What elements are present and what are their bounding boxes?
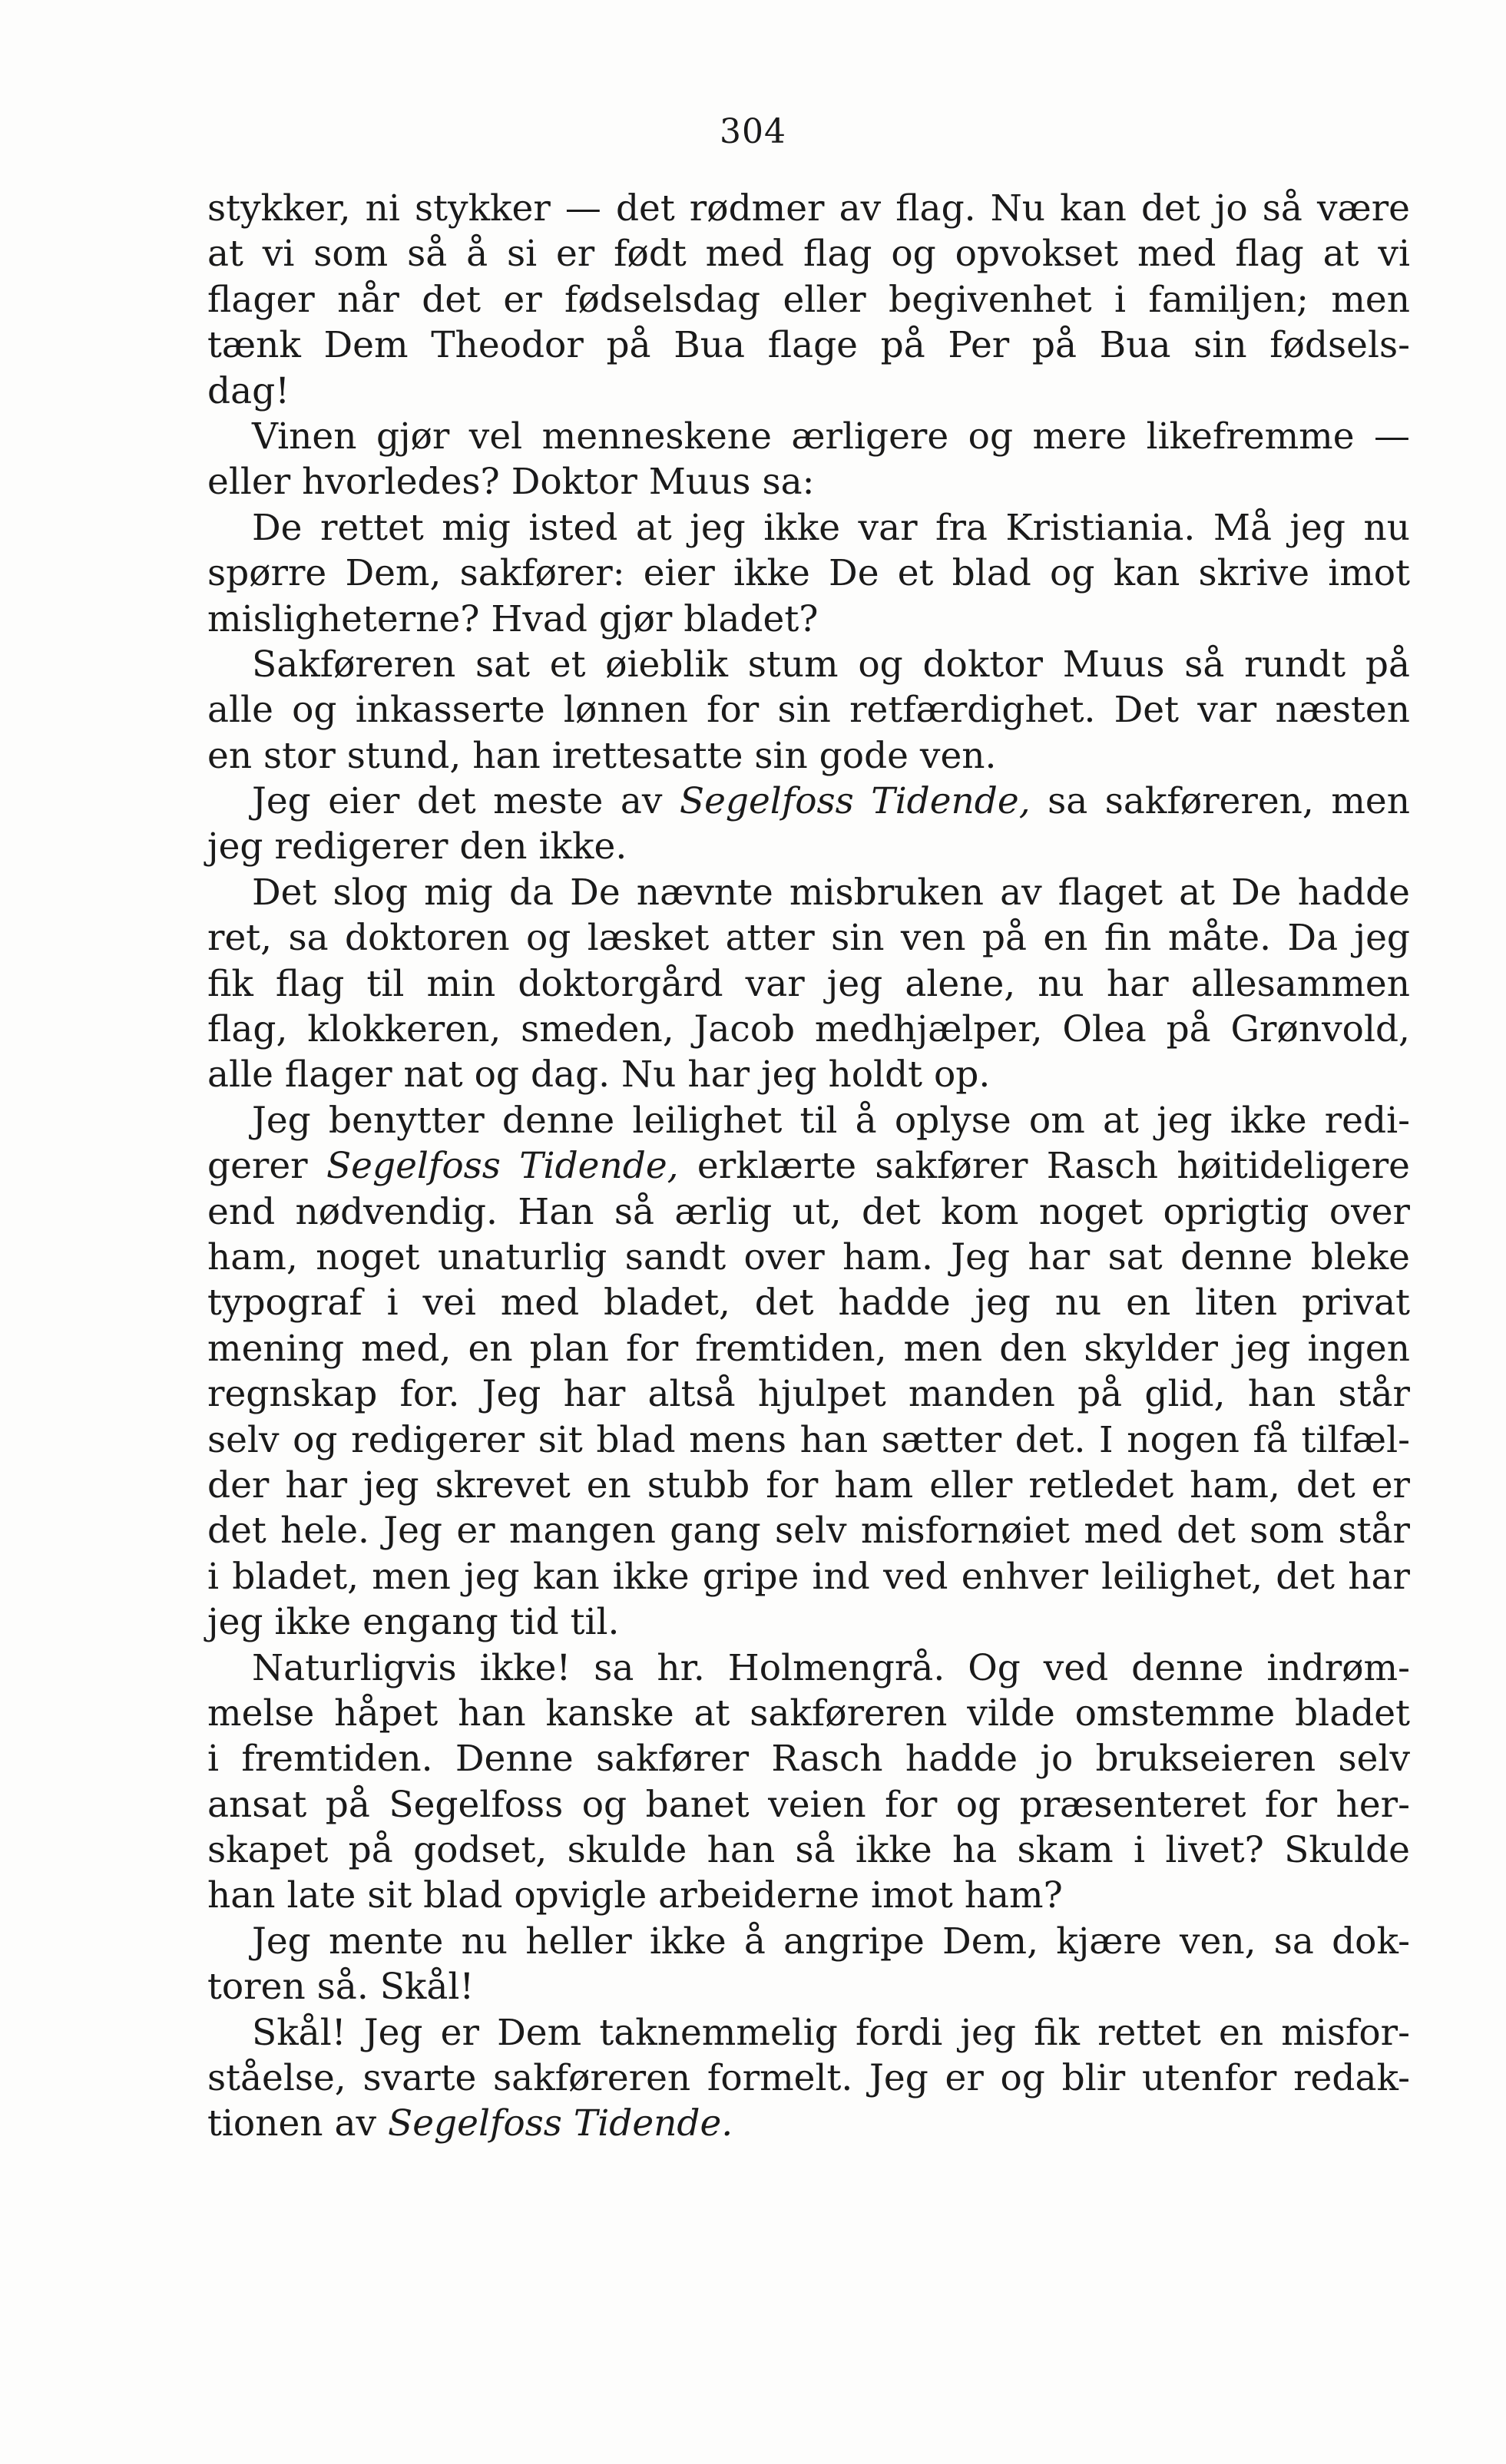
- text-segment: misligheterne? Hvad gjør bladet?: [207, 597, 819, 640]
- text-segment: det hele. Jeg er mangen gang selv misfornøiet med det som står: [207, 1510, 1410, 1553]
- text-line: [207, 1554, 1410, 1599]
- text-line: [207, 1463, 1410, 1508]
- text-segment: der har jeg skrevet en stubb for ham eller retledet ham, det er: [207, 1464, 1410, 1507]
- text-line: [207, 1052, 1410, 1097]
- text-segment: i fremtiden. Denne sakfører Rasch hadde jo brukseieren selv: [207, 1738, 1410, 1781]
- text-line: [207, 1736, 1410, 1781]
- text-line: [207, 551, 1410, 596]
- text-line: [207, 1964, 1410, 2009]
- text-segment: eller hvorledes? Doktor Muus sa:: [207, 461, 815, 504]
- text-segment: Jeg mente nu heller ikke å angripe Dem, kjære ven, sa dok-: [252, 1920, 1410, 1963]
- text-line: [207, 961, 1410, 1007]
- text-segment: at vi som så å si er født med flag og opvokset med flag at vi: [207, 233, 1410, 276]
- text-line: [207, 1326, 1410, 1371]
- text-segment: han late sit blad opvigle arbeiderne imot ham?: [207, 1874, 1063, 1917]
- text-segment: mening med, en plan for fremtiden, men den skylder jeg ingen: [207, 1327, 1410, 1370]
- text-segment: jeg redigerer den ikke.: [207, 825, 627, 868]
- text-line: [207, 915, 1410, 961]
- text-segment: tænk Dem Theodor på Bua flage på Per på Bua sin fødsels-: [207, 324, 1410, 367]
- text-segment: i bladet, men jeg kan ikke gripe ind ved enhver leilighet, det har: [207, 1555, 1410, 1598]
- text-line: [207, 1371, 1410, 1417]
- text-line: [207, 1919, 1410, 1964]
- text-segment: ham, noget unaturlig sandt over ham. Jeg har sat denne bleke: [207, 1235, 1410, 1278]
- body-text: [207, 186, 1410, 2147]
- text-line: [207, 1235, 1410, 1280]
- text-line: [207, 597, 1410, 642]
- text-line: [207, 824, 1410, 869]
- text-segment: flager når det er fødselsdag eller begivenhet i familjen; men: [207, 278, 1410, 321]
- text-segment: ansat på Segelfoss og banet veien for og præsenteret for her-: [207, 1783, 1410, 1826]
- text-line: [207, 1873, 1410, 1918]
- text-line: [207, 687, 1410, 733]
- text-segment: toren så. Skål!: [207, 1966, 475, 2009]
- text-line: [207, 369, 1410, 414]
- text-segment: stykker, ni stykker — det rødmer av flag. Nu kan det jo så være: [207, 187, 1410, 230]
- text-segment: dag!: [207, 369, 290, 412]
- text-segment: skapet på godset, skulde han så ikke ha skam i livet? Skulde: [207, 1829, 1410, 1872]
- text-line: [207, 1098, 1410, 1143]
- text-line: [207, 733, 1410, 779]
- text-line: [207, 1508, 1410, 1553]
- text-line: [207, 2101, 1410, 2146]
- text-segment: De rettet mig isted at jeg ikke var fra Kristiania. Må jeg nu: [252, 506, 1410, 549]
- text-line: [207, 186, 1410, 231]
- text-line: [207, 1691, 1410, 1736]
- text-segment: spørre Dem, sakfører: eier ikke De et blad og kan skrive imot: [207, 552, 1410, 595]
- text-segment: alle og inkasserte lønnen for sin retfærdighet. Det var næsten: [207, 689, 1410, 732]
- text-line: [207, 1417, 1410, 1463]
- text-line: [207, 414, 1410, 459]
- text-line: [207, 1827, 1410, 1873]
- text-line: [207, 459, 1410, 504]
- text-line: [207, 642, 1410, 687]
- text-line: [207, 1645, 1410, 1691]
- text-line: [207, 1007, 1410, 1052]
- text-segment: ståelse, svarte sakføreren formelt. Jeg er og blir utenfor redak-: [207, 2057, 1410, 2100]
- text-line: [207, 870, 1410, 915]
- text-segment: selv og redigerer sit blad mens han sætter det. I nogen få tilfæl-: [207, 1418, 1410, 1461]
- text-segment: Vinen gjør vel menneskene ærligere og mere likefremme —: [252, 415, 1410, 458]
- text-segment: jeg ikke engang tid til.: [207, 1601, 620, 1644]
- text-segment: sa sakføreren, men: [1030, 780, 1411, 823]
- text-segment: regnskap for. Jeg har altså hjulpet manden på glid, han står: [207, 1373, 1410, 1416]
- text-line: [207, 1189, 1410, 1235]
- text-segment: Sakføreren sat et øieblik stum og doktor Muus så rundt på: [252, 643, 1410, 686]
- text-line: [207, 505, 1410, 551]
- text-line: [207, 231, 1410, 276]
- page-number: 304: [720, 112, 786, 151]
- text-segment: melse håpet han kanske at sakføreren vilde omstemme bladet: [207, 1692, 1410, 1735]
- text-segment: flag, klokkeren, smeden, Jacob medhjælper, Olea på Grønvold,: [207, 1008, 1410, 1051]
- text-segment: Naturligvis ikke! sa hr. Holmengrå. Og ved denne indrøm-: [252, 1646, 1410, 1689]
- text-line: [207, 1143, 1410, 1189]
- text-segment: Jeg benytter denne leilighet til å oplyse om at jeg ikke redi-: [252, 1099, 1410, 1142]
- text-line: [207, 2056, 1410, 2101]
- text-line: [207, 1280, 1410, 1325]
- text-line: [207, 277, 1410, 322]
- text-segment: fik flag til min doktorgård var jeg alene, nu har allesammen: [207, 962, 1410, 1005]
- text-line: [207, 779, 1410, 824]
- text-line: [207, 1599, 1410, 1645]
- text-segment: alle flager nat og dag. Nu har jeg holdt op.: [207, 1053, 991, 1096]
- italic-title-segment: Segelfoss Tidende,: [679, 780, 1031, 823]
- text-segment: typograf i vei med bladet, det hadde jeg nu en liten privat: [207, 1282, 1410, 1325]
- italic-title-segment: Segelfoss Tidende.: [388, 2102, 733, 2145]
- text-segment: en stor stund, han irettesatte sin gode ven.: [207, 734, 997, 777]
- text-segment: gerer: [207, 1145, 326, 1188]
- text-segment: end nødvendig. Han så ærlig ut, det kom noget oprigtig over: [207, 1190, 1410, 1233]
- text-segment: Jeg eier det meste av: [252, 780, 680, 823]
- text-segment: ret, sa doktoren og læsket atter sin ven på en fin måte. Da jeg: [207, 917, 1410, 960]
- italic-title-segment: Segelfoss Tidende,: [326, 1145, 679, 1188]
- text-segment: Det slog mig da De nævnte misbruken av flaget at De hadde: [252, 871, 1410, 914]
- text-line: [207, 322, 1410, 368]
- text-line: [207, 1782, 1410, 1827]
- text-segment: Skål! Jeg er Dem taknemmelig fordi jeg fik rettet en misfor-: [252, 2011, 1410, 2054]
- text-segment: erklærte sakfører Rasch høitideligere: [678, 1145, 1410, 1188]
- text-line: [207, 2010, 1410, 2056]
- text-segment: tionen av: [207, 2102, 389, 2145]
